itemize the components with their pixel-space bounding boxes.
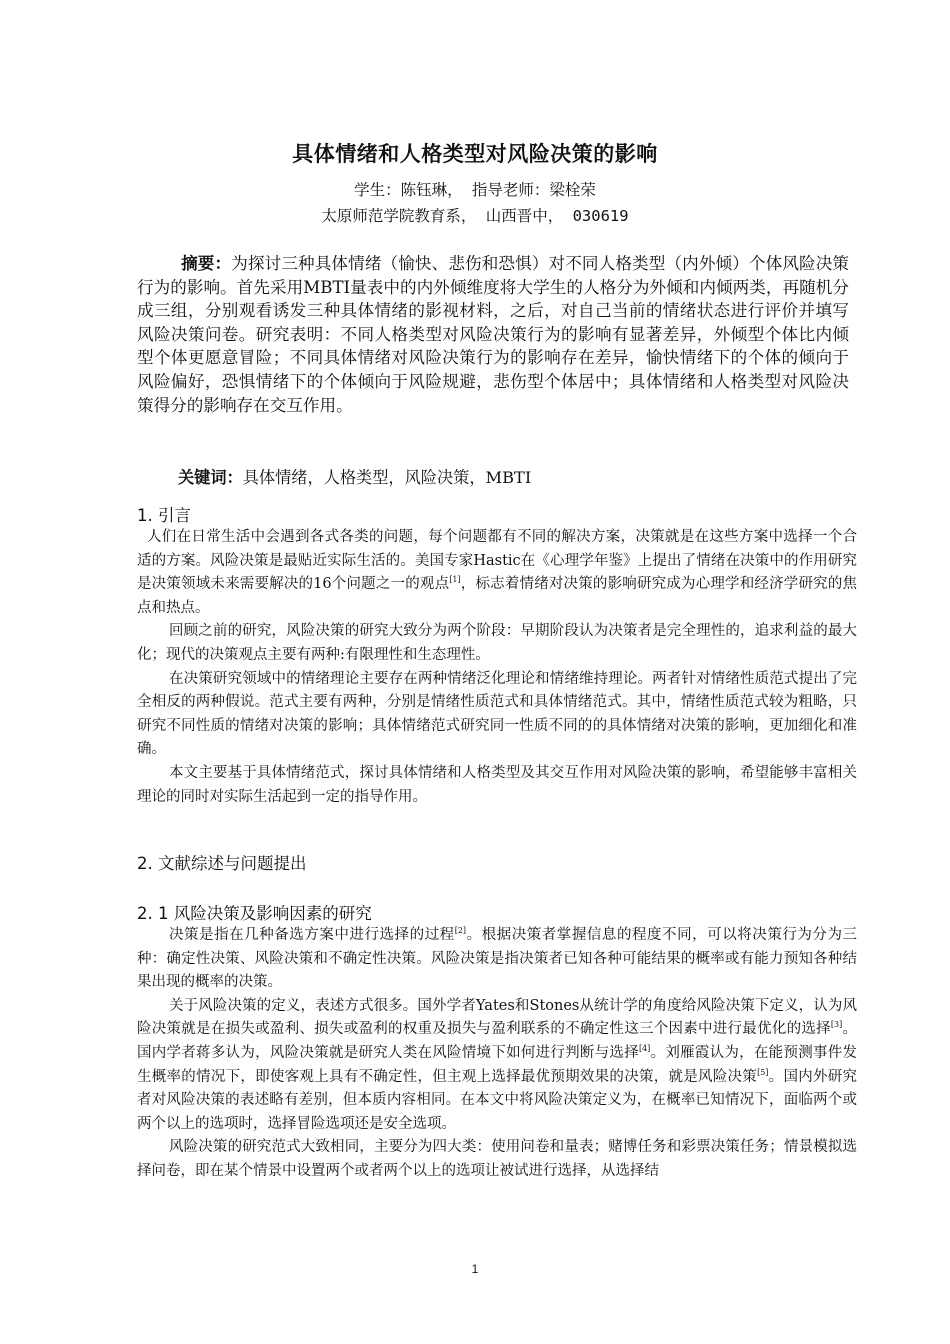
section-2-paragraph <box>137 924 857 995</box>
paper-title: 具体情绪和人格类型对风险决策的影响 <box>292 142 658 166</box>
author-line: 学生：陈钰琳， 指导老师：梁栓荣 <box>354 181 596 199</box>
citation-ref: [4] <box>638 1043 651 1053</box>
citation-ref: [2] <box>454 926 467 935</box>
abstract-label: 摘要： <box>181 254 232 273</box>
section-1-paragraph: 在决策研究领域中的情绪理论主要存在两种情绪泛化理论和情绪维持理论。两者针对情绪性质范式提出了完全相反的两种假说。范式主要有两种，分别是情绪性质范式和具体情绪范式。其中，情绪性质范式较为粗略，只研究不同性质的情绪对决策的影响；具体情绪范式研究同一性质不同的的具体情绪对决策的影响，更加细化和准确。 <box>137 670 857 758</box>
section-1-paragraph <box>137 526 857 620</box>
section-2-paragraph: 风险决策的研究范式大致相同，主要分为四大类：使用问卷和量表；赌博任务和彩票决策任务；情景模拟选择问卷，即在某个情景中设置两个或者两个以上的选项让被试进行选择，从选择结 <box>137 1139 857 1179</box>
abstract-text: 为探讨三种具体情绪（愉快、悲伤和恐惧）对不同人格类型（内外倾）个体风险决策行为的影响。首先采用MBTI量表中的内外倾维度将大学生的人格分为外倾和内倾两类，再随机分成三组，分别观看诱发三种具体情绪的影视材料，之后，对自己当前的情绪状态进行评价并填写风险决策问卷。研究表明：不同人格类型对风险决策行为的影响有显著差异，外倾型个体比内倾型个体更愿意冒险；不同具体情绪对风险决策行为的影响存在差异，愉快情绪下的个体的倾向于风险偏好，恐惧情绪下的个体倾向于风险规避，悲伤型个体居中；具体情绪和人格类型对风险决策得分的影响存在交互作用。 <box>137 254 850 415</box>
section-1-paragraph: 回顾之前的研究，风险决策的研究大致分为两个阶段：早期阶段认为决策者是完全理性的，追求利益的最大化；现代的决策观点主要有两种:有限理性和生态理性。 <box>137 623 857 663</box>
section-2-1-heading: 2. 1 风险决策及影响因素的研究 <box>137 904 372 923</box>
keywords-text: 具体情绪，人格类型，风险决策，MBTI <box>242 468 532 487</box>
section-1-paragraph: 本文主要基于具体情绪范式，探讨具体情绪和人格类型及其交互作用对风险决策的影响，希望能够丰富相关理论的同时对实际生活起到一定的指导作用。 <box>137 764 857 805</box>
page-number: 1 <box>471 1262 479 1276</box>
paragraph-text: 人们在日常生活中会遇到各式各类的问题，每个问题都有不同的解决方案，决策就是在这些方案中选择一个合适的方案。风险决策是最贴近实际生活的。美国专家Hastic在《心理学年鉴》上提出了情绪在决策中的作用研究是决策领域未来需要解决的16个问题之一的观点 <box>137 529 857 593</box>
section-1-body <box>137 526 857 809</box>
paragraph-text: 。根据决策者掌握信息的程度不同，可以将决策行为分为三种：确定性决策、风险决策和不确定性决策。风险决策是指决策者已知各种可能结果的概率或有能力预知各种结果出现的概率的决策。 <box>137 927 858 991</box>
citation-ref: [1] <box>449 575 461 585</box>
section-2-paragraph <box>137 995 857 1137</box>
paragraph-text: 决策是指在几种备选方案中进行选择的过程 <box>169 927 455 943</box>
keywords <box>178 464 531 488</box>
affiliation-line: 太原师范学院教育系， 山西晋中， 030619 <box>321 207 629 225</box>
paragraph-text: ，标志着情绪对决策的影响研究成为心理学和经济学研究的焦点和热点。 <box>137 576 858 616</box>
paragraph-text: 关于风险决策的定义，表述方式很多。国外学者Yates和Stones从统计学的角度给风险决策下定义，认为风险决策就是在损失或盈利、损失或盈利的权重及损失与盈利联系的不确定性这三个因素中进行最优化的选择 <box>137 997 857 1038</box>
citation-ref: [5] <box>757 1067 769 1077</box>
section-1-heading: 1. 引言 <box>137 506 191 525</box>
paragraph-text: 。国内学者蒋多认为，风险决策就是研究人类在风险情境下如何进行判断与选择 <box>137 1021 857 1061</box>
section-2-1-body <box>137 924 857 1184</box>
abstract <box>137 252 849 417</box>
citation-ref: [3] <box>830 1020 843 1030</box>
paragraph-text: 。刘雁霞认为，在能预测事件发生概率的情况下，即使客观上具有不确定性，但主观上选择最优预期效果的决策，就是风险决策 <box>137 1044 858 1085</box>
paragraph-text: 。国内外研究者对风险决策的表述略有差别，但本质内容相同。在本文中将风险决策定义为，在概率已知情况下，面临两个或两个以上的选项时，选择冒险选项还是安全选项。 <box>137 1068 858 1132</box>
keywords-label: 关键词： <box>178 468 243 487</box>
section-2-heading: 2. 文献综述与问题提出 <box>137 854 307 873</box>
